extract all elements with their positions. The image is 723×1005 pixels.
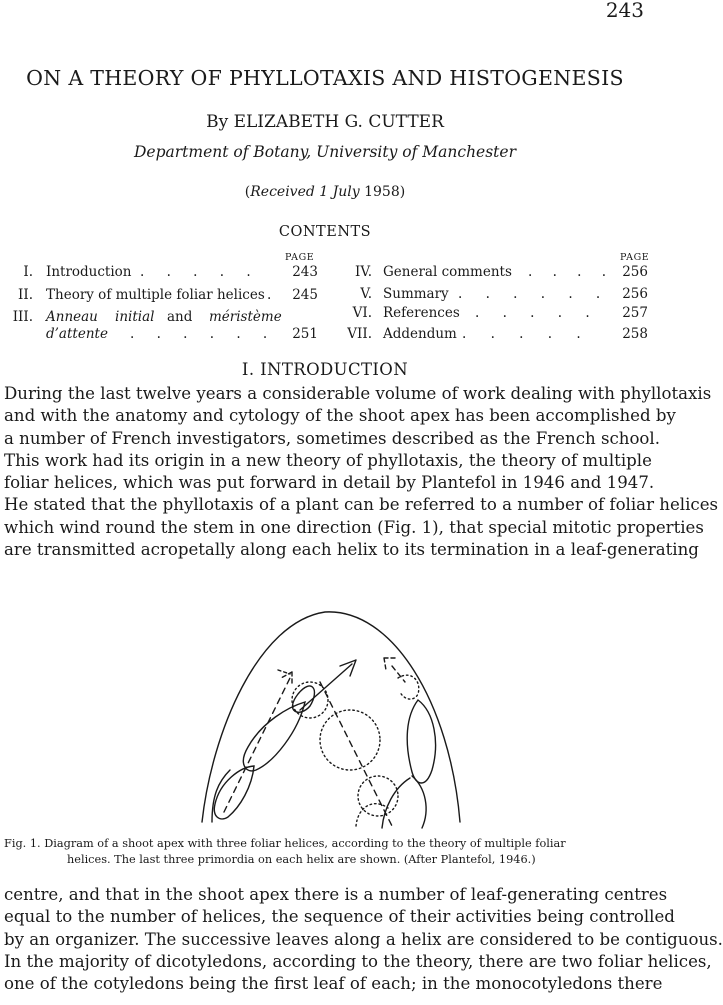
author-line: By ELIZABETH G. CUTTER bbox=[206, 112, 444, 132]
primordium-right-middle bbox=[407, 700, 435, 783]
primordium-right-lower bbox=[412, 776, 426, 828]
text-line: a number of French investigators, sometimes described as the French school. bbox=[4, 428, 661, 448]
received-day-month: 1 July bbox=[319, 184, 360, 200]
shoot-apex-diagram bbox=[160, 582, 500, 832]
toc-text: Theory of multiple foliar helices bbox=[46, 287, 265, 303]
toc-page: 256 bbox=[622, 264, 648, 280]
toc-page: 257 bbox=[622, 305, 648, 321]
toc-num: VII. bbox=[347, 326, 372, 342]
received-open: ( bbox=[244, 184, 251, 200]
toc-dots: . . . . . . bbox=[130, 326, 268, 342]
caption-line: Fig. 1. Diagram of a shoot apex with three foliar helices, according to the theory of multiple foliar bbox=[4, 837, 566, 850]
toc-text: initial bbox=[115, 309, 155, 325]
text-line: equal to the number of helices, the sequence of their activities being controlled bbox=[4, 907, 675, 927]
toc-page: 243 bbox=[292, 264, 318, 280]
toc-page: 258 bbox=[622, 326, 648, 342]
page-number: 243 bbox=[605, 0, 644, 22]
apex-outline bbox=[202, 612, 460, 822]
toc-entry bbox=[0, 305, 650, 323]
toc-dots: . . . . bbox=[528, 264, 607, 280]
paragraph-2 bbox=[4, 884, 723, 995]
paper-title: ON A THEORY OF PHYLLOTAXIS AND HISTOGENESIS bbox=[26, 66, 624, 90]
toc-text: méristème bbox=[209, 309, 282, 325]
text-line: and with the anatomy and cytology of the shoot apex has been accomplished by bbox=[4, 406, 676, 426]
toc-text: and bbox=[167, 309, 193, 325]
helix-left-dashed bbox=[224, 678, 290, 812]
toc-dots: . bbox=[267, 287, 272, 303]
contents-heading: CONTENTS bbox=[278, 224, 372, 240]
toc-num: II. bbox=[18, 287, 33, 303]
helix-right-dashed bbox=[392, 666, 405, 682]
section-heading: I. INTRODUCTION bbox=[241, 360, 409, 379]
text-line: by an organizer. The successive leaves along a helix are considered to be contiguous. bbox=[4, 929, 723, 949]
received-date bbox=[0, 184, 650, 200]
primordium-right-upper bbox=[398, 675, 419, 699]
toc-num: IV. bbox=[354, 264, 372, 280]
toc-page: 245 bbox=[292, 287, 318, 303]
toc-text: Anneau bbox=[46, 309, 98, 325]
toc-dots: . . . . . bbox=[475, 305, 590, 321]
toc-text: d’attente bbox=[46, 326, 108, 342]
toc-entry bbox=[0, 326, 650, 344]
text-line: foliar helices, which was put forward in detail by Plantefol in 1946 and 1947. bbox=[4, 473, 655, 493]
figure-caption bbox=[4, 836, 649, 868]
toc-dots: . . . . . bbox=[140, 264, 251, 280]
toc-dots: . . . . . bbox=[462, 326, 581, 342]
received-year: 1958) bbox=[359, 184, 406, 200]
toc-page: 251 bbox=[292, 326, 318, 342]
toc-entry bbox=[0, 286, 650, 304]
text-line: In the majority of dicotyledons, according to the theory, there are two foliar helices, bbox=[4, 951, 712, 971]
received-label: Received bbox=[250, 184, 315, 200]
organizer-arrow bbox=[300, 664, 352, 710]
toc-num: VI. bbox=[352, 305, 372, 321]
text-line: centre, and that in the shoot apex there is a number of leaf-generating centres bbox=[4, 885, 668, 904]
helix-centre-dashed bbox=[320, 682, 392, 826]
text-line: This work had its origin in a new theory of phyllotaxis, the theory of multiple bbox=[4, 450, 652, 470]
toc-text: Introduction bbox=[46, 264, 132, 280]
toc-page-label-right: PAGE bbox=[620, 252, 650, 263]
primordium-centre-middle bbox=[320, 710, 380, 770]
toc-dots: . . . . . . bbox=[458, 286, 601, 302]
affiliation: Department of Botany, University of Manchester bbox=[134, 143, 516, 161]
toc-text: References bbox=[383, 305, 460, 321]
toc-page-label-left: PAGE bbox=[285, 252, 315, 263]
text-line: one of the cotyledons being the first leaf of each; in the monocotyledons there bbox=[4, 974, 663, 994]
toc-num: III. bbox=[12, 309, 33, 325]
toc-num: V. bbox=[360, 286, 372, 302]
caption-line: helices. The last three primordia on each helix are shown. (After Plantefol, 1946.) bbox=[67, 853, 536, 866]
paragraph-1 bbox=[4, 383, 719, 561]
toc-page: 256 bbox=[622, 286, 648, 302]
toc-text: General comments bbox=[383, 264, 512, 280]
primordium-right-lower-b bbox=[382, 778, 410, 828]
text-line: He stated that the phyllotaxis of a plant can be referred to a number of foliar helices bbox=[4, 495, 719, 515]
toc-entry bbox=[0, 264, 650, 282]
toc-num: I. bbox=[23, 264, 33, 280]
text-line: are transmitted acropetally along each helix to its termination in a leaf-generating bbox=[4, 540, 699, 560]
text-line: During the last twelve years a considerable volume of work dealing with phyllotaxis bbox=[4, 384, 712, 403]
text-line: which wind round the stem in one direction (Fig. 1), that special mitotic properties bbox=[4, 517, 704, 537]
toc-text: Addendum bbox=[383, 326, 457, 342]
toc-text: Summary bbox=[383, 286, 449, 302]
